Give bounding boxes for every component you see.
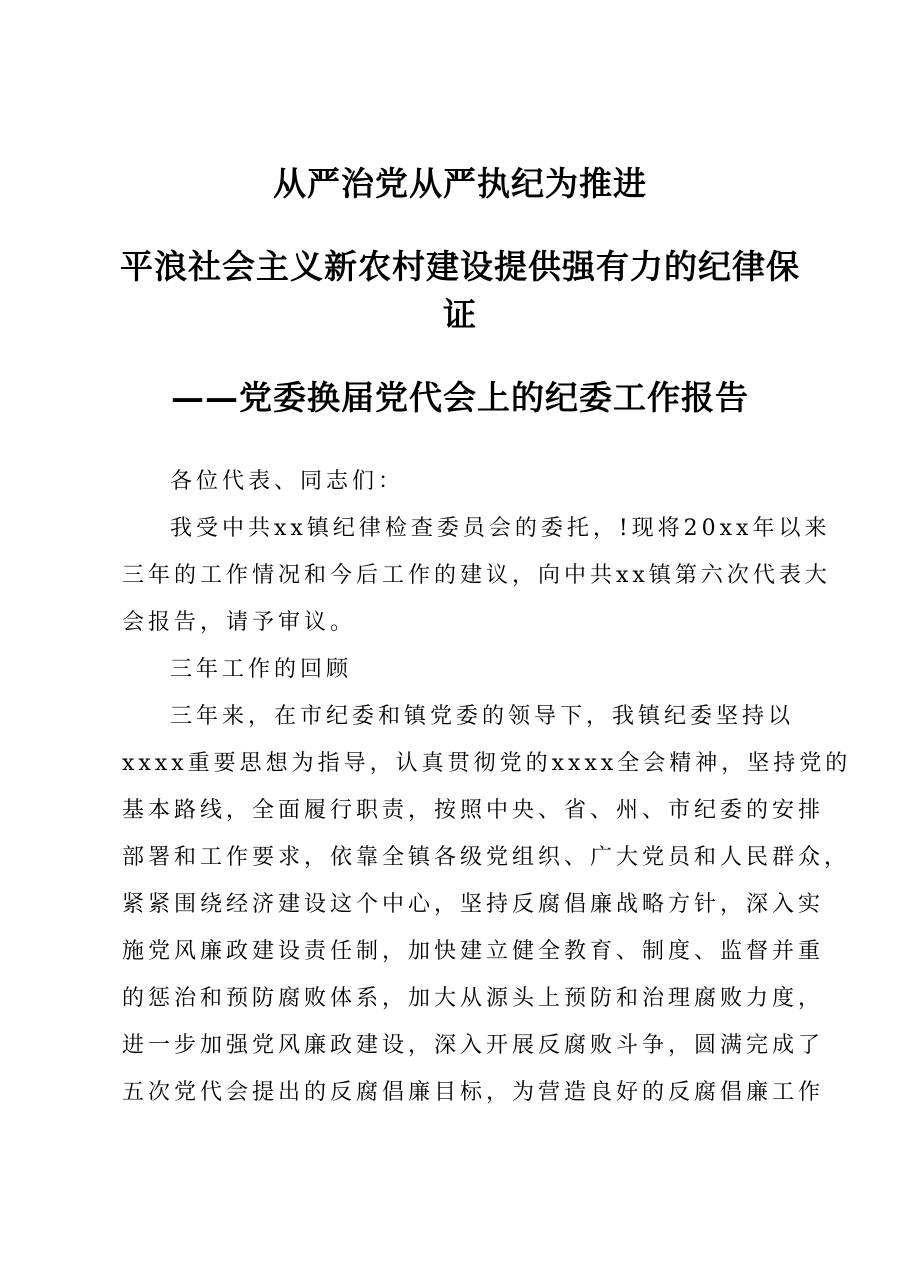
body-line: 会报告，请予审议。 (122, 610, 357, 635)
body-line: 五次党代会提出的反腐倡廉目标，为营造良好的反腐倡廉工作 (122, 1080, 825, 1105)
document-title-line-2: 平浪社会主义新农村建设提供强有力的纪律保 (120, 247, 800, 286)
document-body (122, 458, 852, 1116)
body-line: 进一步加强党风廉政建设，深入开展反腐败斗争，圆满完成了 (122, 1033, 825, 1058)
body-line: xxxx重要思想为指导，认真贯彻党的xxxx全会精神，坚持党的 (122, 751, 852, 776)
body-line: 施党风廉政建设责任制，加快建立健全教育、制度、监督并重 (122, 939, 825, 964)
body-line: 我受中共xx镇纪律检查委员会的委托，!现将20xx年以来 (170, 516, 831, 541)
body-line: 三年的工作情况和今后工作的建议，向中共xx镇第六次代表大 (122, 563, 831, 588)
section-heading: 三年工作的回顾 (170, 657, 353, 682)
document-subtitle: ——党委换届党代会上的纪委工作报告 (171, 378, 749, 417)
body-line: 基本路线，全面履行职责，按照中央、省、州、市纪委的安排 (122, 798, 825, 823)
document-title-line-3: 证 (443, 295, 477, 334)
document-title-line-1: 从严治党从严执纪为推进 (273, 164, 647, 203)
body-line: 紧紧围绕经济建设这个中心，坚持反腐倡廉战略方针，深入实 (122, 892, 825, 917)
body-line: 部署和工作要求，依靠全镇各级党组织、广大党员和人民群众， (122, 845, 851, 870)
salutation: 各位代表、同志们： (170, 469, 405, 494)
body-line: 的惩治和预防腐败体系，加大从源头上预防和治理腐败力度， (122, 986, 825, 1011)
body-line: 三年来，在市纪委和镇党委的领导下，我镇纪委坚持以 (170, 704, 795, 729)
